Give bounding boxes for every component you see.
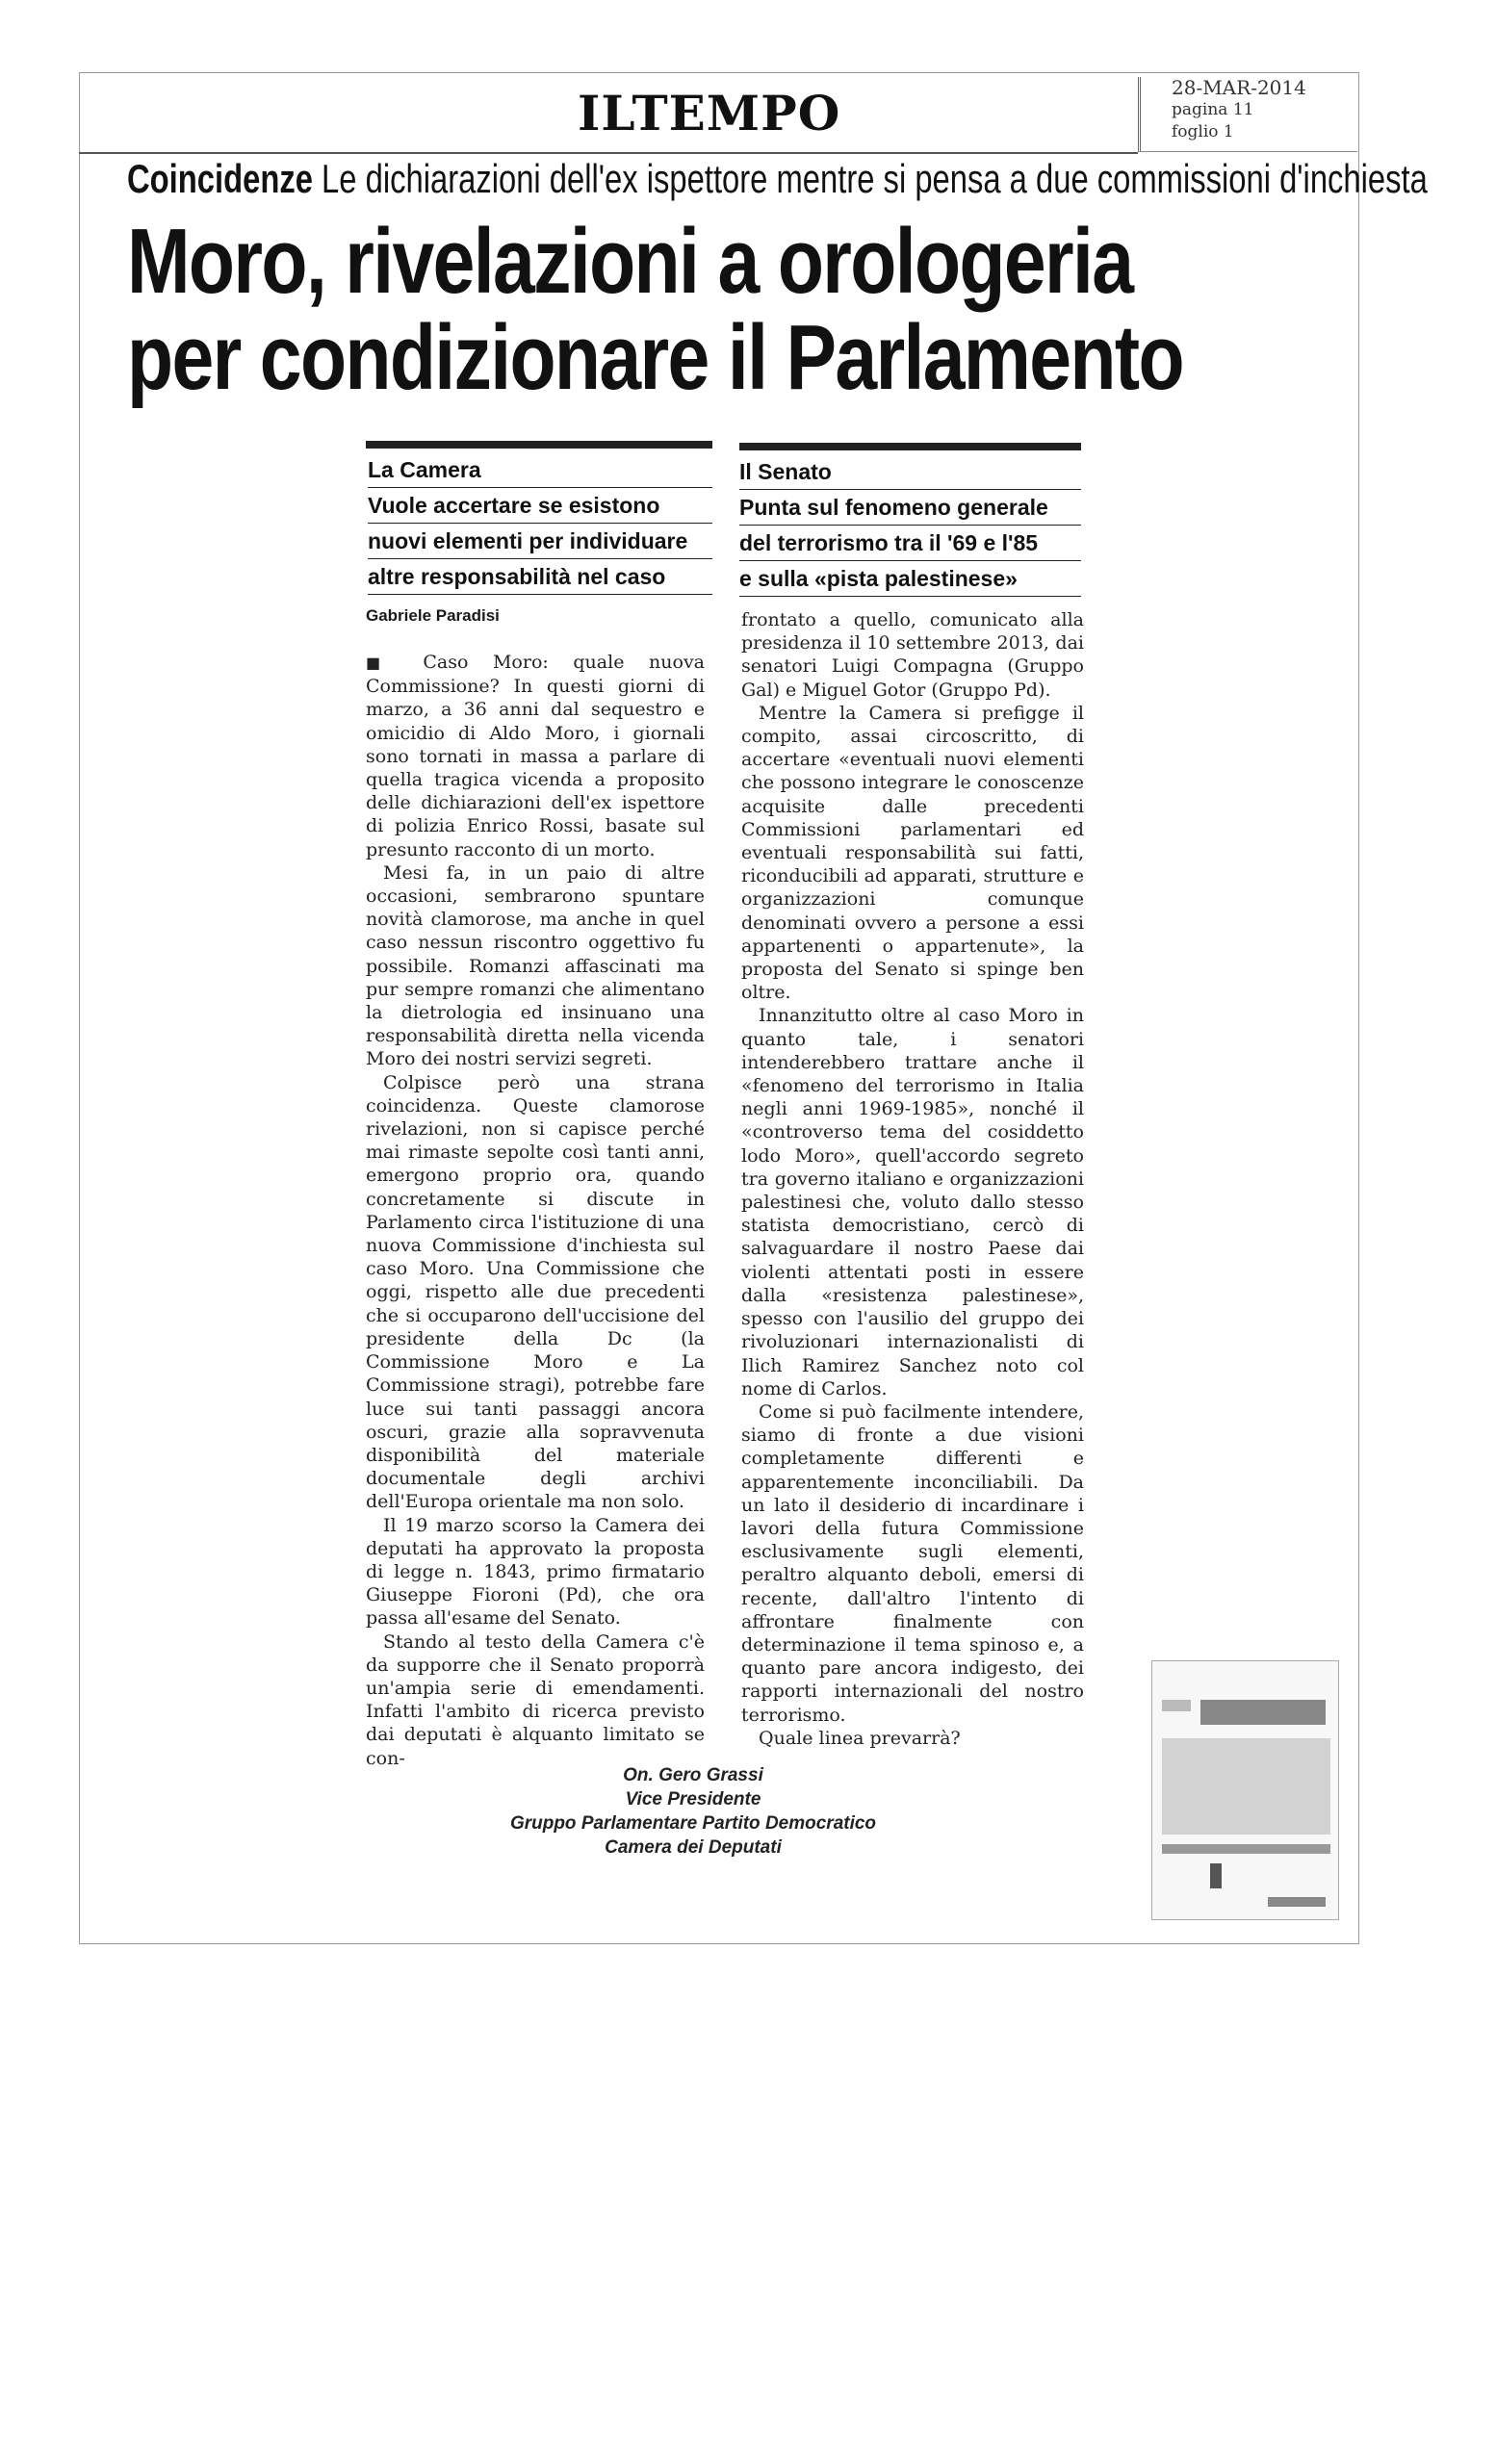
thumbnail-block xyxy=(1162,1700,1191,1711)
newspaper-masthead: ILTEMPO xyxy=(578,85,841,141)
left-paragraph: ■ Caso Moro: quale nuova Commissione? In questi giorni di marzo, a 36 anni dal sequestro e omicidio di Aldo Moro, i giornali sono tornati in massa a parlare di quella tragica vicenda a proposito delle dichiarazioni dell'ex ispettore di polizia Enrico Rossi, basate sul presunto racconto di un morto. xyxy=(366,651,705,861)
left-paragraph: Stando al testo della Camera c'è da supporre che il Senato proporrà un'ampia serie di emendamenti. Infatti l'ambito di ricerca previsto dai deputati è alquanto limitato se con- xyxy=(366,1630,705,1769)
clipping-page: pagina 11 xyxy=(1172,100,1254,119)
left-header-line-1: La Camera xyxy=(368,452,712,488)
kicker-label: Coincidenze xyxy=(127,156,313,201)
byline: Gabriele Paradisi xyxy=(366,606,500,625)
thumbnail-rule xyxy=(1162,1844,1330,1854)
kicker-text: Le dichiarazioni dell'ex ispettore mentre si pensa a due commissioni d'inchiesta xyxy=(322,156,1428,201)
right-paragraph: Mentre la Camera si prefigge il compito, assai circoscritto, di accertare «eventuali nuovi elementi che possono integrare le conoscenze acquisite dalle precedenti Commissioni parlamentari ed eventuali responsabilità sui fatti, riconducibili ad apparati, strutture e organizzazioni comunque denominati ovvero a persone a essi appartenenti o appartenute», la proposta del Senato si spinge ben oltre. xyxy=(741,702,1084,1004)
right-header-line-4: e sulla «pista palestinese» xyxy=(739,561,1081,597)
right-header-line-2: Punta sul fenomeno generale xyxy=(739,490,1081,526)
signature-institution: Camera dei Deputati xyxy=(605,1837,782,1858)
right-header-line-1: Il Senato xyxy=(739,454,1081,490)
headline-line-2: per condizionare il Parlamento xyxy=(127,306,1183,409)
left-column-header xyxy=(368,452,712,595)
left-column-body xyxy=(366,651,705,1770)
right-paragraph: Come si può facilmente intendere, siamo di fronte a due visioni completamente differenti e apparentemente inconciliabili. Da un lato il desiderio di incardinare i lavori della futura Commissione esclusivamente sugli elementi, peraltro alquanto deboli, emersi di recente, dall'altro l'intento di affrontare finalmente con determinazione il tema spinoso e, a quanto pare ancora indigesto, dei rapporti internazionali del nostro terrorismo. xyxy=(741,1400,1084,1726)
left-header-line-3: nuovi elementi per individuare xyxy=(368,524,712,559)
headline xyxy=(127,210,1183,409)
signature-group: Gruppo Parlamentare Partito Democratico xyxy=(509,1813,877,1834)
right-column-header xyxy=(739,454,1081,597)
thumbnail-footer xyxy=(1268,1897,1326,1907)
thumbnail-body xyxy=(1162,1738,1330,1835)
headline-line-1: Moro, rivelazioni a orologeria xyxy=(127,210,1133,313)
left-paragraph: Mesi fa, in un paio di altre occasioni, sembrarono spuntare novità clamorose, ma anche in quel caso nessun riscontro oggettivo fu possibile. Romanzi affascinati ma pur sempre romanzi che alimentano la dietrologia ed insinuano una responsabilità diretta nella vicenda Moro dei nostri servizi segreti. xyxy=(366,861,705,1070)
right-paragraph: Quale linea prevarrà? xyxy=(759,1727,961,1749)
right-paragraph: Innanzitutto oltre al caso Moro in quanto tale, i senatori intenderebbero trattare anche il «fenomeno del terrorismo in Italia negli anni 1969-1985», nonché il «controverso tema del cosiddetto lodo Moro», quell'accordo segreto tra governo italiano e organizzazioni palestinesi che, voluto dallo stesso statista democristiano, cercò di salvaguardare il nostro Paese dai violenti attentati posti in essere dalla «resistenza palestinese», spesso con l'ausilio del gruppo dei rivoluzionari internazionalisti di Ilich Ramirez Sanchez noto col nome di Carlos. xyxy=(741,1005,1084,1399)
kicker xyxy=(127,156,1428,202)
masthead-rule xyxy=(79,152,1138,154)
left-header-line-2: Vuole accertare se esistono xyxy=(368,488,712,524)
right-header-rule xyxy=(739,443,1081,450)
signature-name: On. Gero Grassi xyxy=(623,1765,763,1785)
left-header-line-4: altre responsabilità nel caso xyxy=(368,559,712,595)
clipping-meta xyxy=(1138,77,1357,152)
right-paragraph: frontato a quello, comunicato alla presidenza il 10 settembre 2013, dai senatori Luigi Compagna (Gruppo Gal) e Miguel Gotor (Gruppo Pd). xyxy=(741,609,1084,701)
left-paragraph: Colpisce però una strana coincidenza. Queste clamorose rivelazioni, non si capisce perché mai rimaste sepolte così tanti anni, emergono proprio ora, quando concretamente si discute in Parlamento circa l'istituzione di una nuova Commissione d'inchiesta sul caso Moro. Una Commissione che oggi, rispetto alle due precedenti che si occuparono dell'uccisione del presidente della Dc (la Commissione Moro e La Commissione stragi), potrebbe fare luce sui tanti passaggi ancora oscuri, grazie alla sopravvenuta disponibilità del materiale documentale degli archivi dell'Europa orientale ma non solo. xyxy=(366,1071,705,1513)
signature-role: Vice Presidente xyxy=(625,1789,761,1810)
clipping-sheet: foglio 1 xyxy=(1172,122,1234,141)
right-column-body xyxy=(741,608,1084,1750)
thumbnail-figure xyxy=(1210,1863,1222,1888)
left-paragraph: Il 19 marzo scorso la Camera dei deputati ha approvato la proposta di legge n. 1843, primo firmatario Giuseppe Fioroni (Pd), che ora passa all'esame del Senato. xyxy=(366,1514,705,1630)
page-thumbnail xyxy=(1151,1660,1339,1920)
left-header-rule xyxy=(366,441,712,449)
clipping-date: 28-MAR-2014 xyxy=(1172,76,1306,99)
thumbnail-headline xyxy=(1200,1700,1326,1725)
signature-block xyxy=(481,1763,905,1860)
right-header-line-3: del terrorismo tra il '69 e l'85 xyxy=(739,526,1081,561)
